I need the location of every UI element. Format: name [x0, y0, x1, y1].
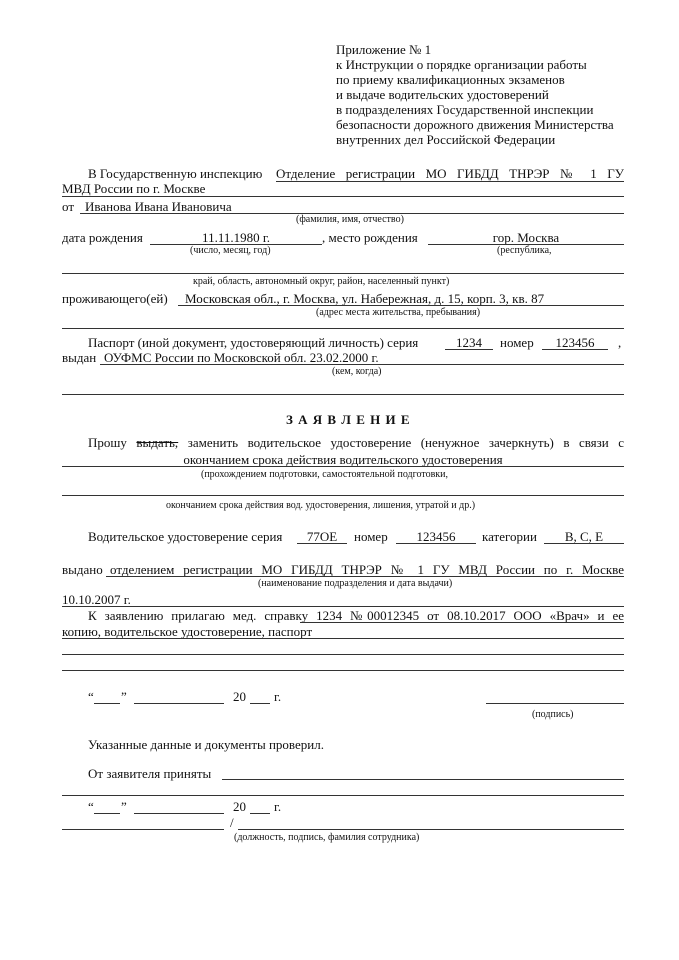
attach-underline-2: [62, 638, 624, 639]
date-quote-open-2: “: [88, 799, 94, 814]
struck-word: выдать,: [136, 435, 179, 450]
employee-slash: /: [230, 815, 234, 830]
day-blank-2: [94, 813, 120, 814]
accepted-line: [222, 779, 624, 780]
accepted-label: От заявителя приняты: [88, 766, 212, 781]
passport-series: 1234: [456, 335, 482, 350]
application-title: З А Я В Л Е Н И Е: [286, 412, 411, 427]
to-underline-2: [62, 196, 624, 197]
attach-line-2: копию, водительское удостоверение, паспорт: [62, 624, 313, 639]
fio-hint: (фамилия, имя, отчество): [296, 214, 404, 225]
passport-series-underline: [445, 349, 493, 350]
employee-line-right: [238, 829, 624, 830]
date-quote-close: ”: [121, 689, 127, 704]
appendix-line-5: в подразделениях Государственной инспекции: [336, 102, 594, 117]
year-prefix-2: 20: [233, 799, 246, 814]
attach-underline-1: [300, 622, 624, 623]
residence-extra-line: [62, 328, 624, 329]
license-label: Водительское удостоверение серия: [88, 529, 283, 544]
republic-hint: (республика,: [497, 245, 552, 256]
license-issued-value: отделением регистрации МО ГИБДД ТНРЭР № 1 ГУ МВД России по г. Москве: [110, 562, 624, 577]
appendix-line-6: безопасности дорожного движения Министерства: [336, 117, 614, 132]
year-suffix: г.: [274, 689, 282, 704]
appendix-line-7: внутренних дел Российской Федерации: [336, 132, 556, 147]
license-issued-hint: (наименование подразделения и дата выдачи): [258, 578, 453, 589]
address-hint: (адрес места жительства, пребывания): [316, 307, 481, 318]
residence-label: проживающего(ей): [62, 291, 168, 306]
residence-underline: [178, 305, 624, 306]
date-quote-open: “: [88, 689, 94, 704]
region-hint: край, область, автономный округ, район, населенный пункт): [193, 276, 450, 287]
license-issued-label: выдано: [62, 562, 103, 577]
license-series: 77ОЕ: [306, 529, 338, 544]
attach-extra-line-1: [62, 654, 624, 655]
reason-extra-line: [62, 495, 624, 496]
issued-label: выдан: [62, 350, 97, 365]
issued-extra-line: [62, 394, 624, 395]
category-label: категории: [482, 529, 537, 544]
signature-line: [486, 703, 624, 704]
request-line: [88, 435, 624, 450]
appendix-line-4: и выдаче водительских удостоверений: [336, 87, 549, 102]
appendix-line-1: Приложение № 1: [336, 42, 432, 57]
reason-value: окончанием срока действия водительского удостоверения: [183, 452, 503, 467]
birthplace-value: гор. Москва: [492, 230, 560, 245]
passport-comma: ,: [618, 335, 622, 350]
region-line: [62, 273, 624, 274]
license-issued-date: 10.10.2007 г.: [62, 592, 131, 607]
attach-line-1: К заявлению прилагаю мед. справку 1234 №00012345 от 08.10.2017 ООО «Врач» и ее: [88, 608, 624, 623]
license-number: 123456: [416, 529, 456, 544]
accepted-extra-line: [62, 795, 624, 796]
reason-underline: [62, 466, 624, 467]
appendix-line-3: по приему квалификационных экзаменов: [336, 72, 565, 87]
from-label: от: [62, 199, 75, 214]
reason-hint-1: (прохождением подготовки, самостоятельной подготовки,: [201, 469, 449, 480]
residence-value: Московская обл., г. Москва, ул. Набережная, д. 15, корп. 3, кв. 87: [185, 291, 545, 306]
license-issued-underline: [106, 576, 624, 577]
birth-label: дата рождения: [62, 230, 143, 245]
attach-extra-line-2: [62, 670, 624, 671]
signature-hint: (подпись): [532, 709, 574, 720]
to-value-line-2: МВД России по г. Москве: [62, 181, 206, 196]
license-series-underline: [297, 543, 347, 544]
year-suffix-2: г.: [274, 799, 282, 814]
date-hint: (число, месяц, год): [190, 245, 271, 256]
year-prefix: 20: [233, 689, 246, 704]
from-value: Иванова Ивана Ивановича: [85, 199, 232, 214]
to-underline-1: [276, 181, 624, 182]
issued-value: ОУФМС России по Московской обл. 23.02.2000 г.: [104, 350, 379, 365]
day-blank: [94, 703, 120, 704]
appendix-line-2: к Инструкции о порядке организации работы: [336, 57, 587, 72]
license-number-label: номер: [354, 529, 388, 544]
issued-hint: (кем, когда): [332, 366, 382, 377]
year-blank-2: [250, 813, 270, 814]
date-quote-close-2: ”: [121, 799, 127, 814]
passport-label: Паспорт (иной документ, удостоверяющий личность) серия: [88, 335, 419, 350]
employee-hint: (должность, подпись, фамилия сотрудника): [234, 832, 420, 843]
month-blank-2: [134, 813, 224, 814]
request-text: заменить водительское удостоверение (ненужное зачеркнуть) в связи с: [187, 435, 625, 450]
passport-number: 123456: [555, 335, 595, 350]
license-number-underline: [396, 543, 476, 544]
passport-number-underline: [542, 349, 608, 350]
passport-number-label: номер: [500, 335, 534, 350]
category-underline: [544, 543, 624, 544]
employee-line-left: [62, 829, 224, 830]
request-label: Прошу: [88, 435, 127, 450]
category-value: B, C, E: [564, 529, 604, 544]
license-date-underline: [62, 606, 624, 607]
reason-hint-2: окончанием срока действия вод. удостоверения, лишения, утратой и др.): [166, 500, 476, 511]
issued-underline: [100, 364, 624, 365]
month-blank: [134, 703, 224, 704]
to-label: В Государственную инспекцию: [88, 166, 263, 181]
year-blank: [250, 703, 270, 704]
birth-value: 11.11.1980 г.: [202, 230, 270, 245]
birthplace-label: , место рождения: [322, 230, 418, 245]
to-value-line-1: Отделение регистрации МО ГИБДД ТНРЭР № 1 ГУ: [276, 166, 624, 181]
checked-text: Указанные данные и документы проверил.: [88, 737, 324, 752]
